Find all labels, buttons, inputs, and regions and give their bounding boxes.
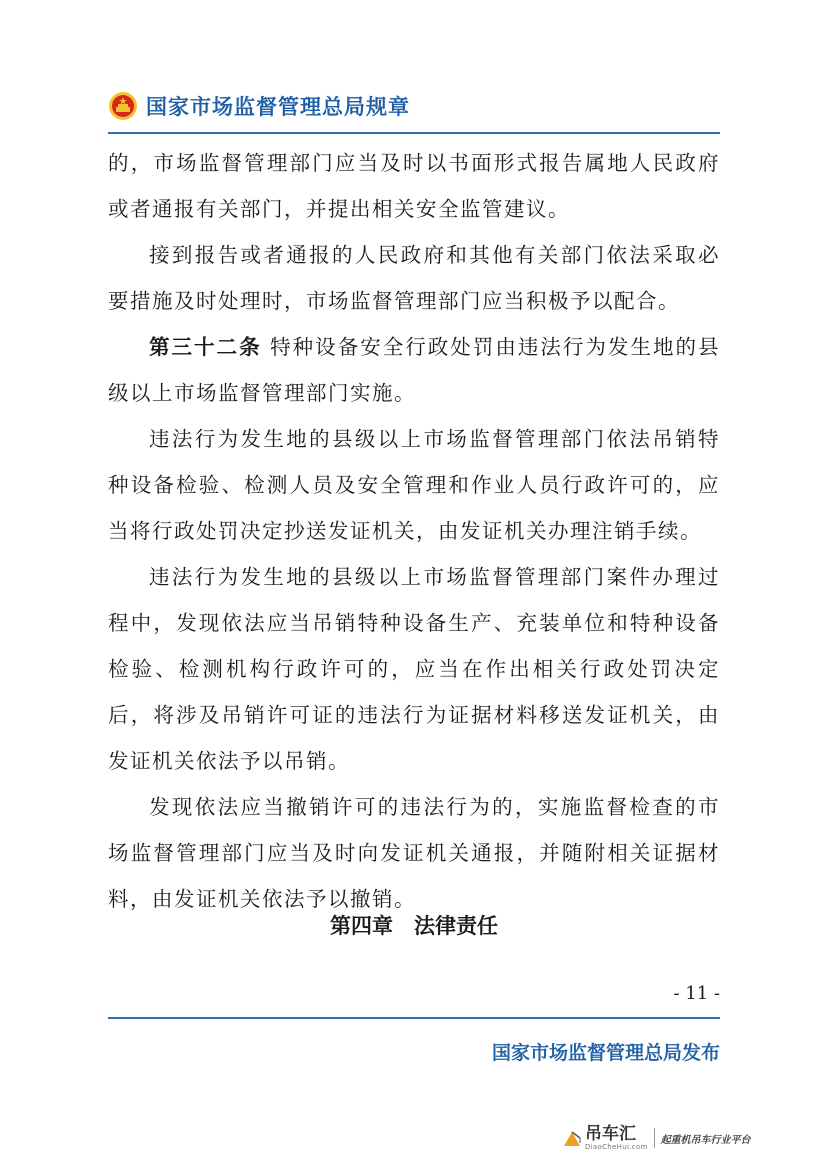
watermark-tagline: 起重机吊车行业平台 — [660, 1134, 751, 1146]
paragraph: 的，市场监督管理部门应当及时以书面形式报告属地人民政府或者通报有关部门，并提出相关安全监管建议。 — [108, 151, 720, 221]
watermark-brand — [585, 1123, 648, 1151]
footer-divider — [108, 1017, 720, 1019]
article-number: 第三十二条 — [149, 335, 262, 359]
paragraph: 违法行为发生地的县级以上市场监督管理部门案件办理过程中，发现依法应当吊销特种设备生产、充装单位和特种设备检验、检测机构行政许可的，应当在作出相关行政处罚决定后，将涉及吊销许可证的违法行为证据材料移送发证机关，由发证机关依法予以吊销。 — [108, 565, 720, 773]
watermark-domain: DiaoCheHui.com — [585, 1142, 648, 1151]
watermark-separator — [654, 1128, 655, 1148]
crane-logo-icon — [562, 1128, 582, 1148]
watermark — [562, 1124, 782, 1152]
paragraph: 接到报告或者通报的人民政府和其他有关部门依法采取必要措施及时处理时，市场监督管理部门应当积极予以配合。 — [108, 243, 720, 313]
paragraph: 违法行为发生地的县级以上市场监督管理部门依法吊销特种设备检验、检测人员及安全管理和作业人员行政许可的，应当将行政处罚决定抄送发证机关，由发证机关办理注销手续。 — [108, 427, 720, 543]
document-header — [108, 84, 720, 128]
document-body — [108, 140, 720, 922]
chapter-heading: 第四章 法律责任 — [330, 914, 498, 938]
page-number: - 11 - — [673, 983, 720, 1004]
paragraph: 发现依法应当撤销许可的违法行为的，实施监督检查的市场监督管理部门应当及时向发证机关通报，并随附相关证据材料，由发证机关依法予以撤销。 — [108, 795, 720, 911]
header-divider — [108, 132, 720, 134]
article-paragraph: 第三十二条 特种设备安全行政处罚由违法行为发生地的县级以上市场监督管理部门实施。 — [108, 335, 721, 405]
header-title: 国家市场监督管理总局规章 — [146, 95, 410, 119]
footer-publisher: 国家市场监督管理总局发布 — [491, 1042, 720, 1064]
national-emblem-icon — [108, 91, 138, 121]
watermark-name: 吊车汇 — [585, 1123, 636, 1144]
